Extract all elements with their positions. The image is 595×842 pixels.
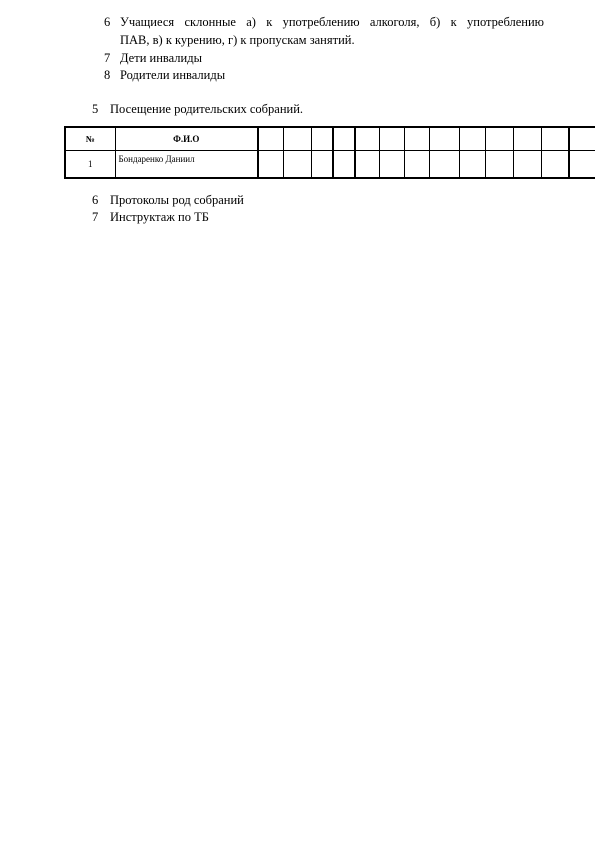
table-cell <box>541 151 569 179</box>
list-item-text-continuation: ПАВ, в) к курению, г) к пропускам занятий. <box>120 33 355 47</box>
table-cell <box>404 127 429 151</box>
row-student-name: Бондаренко Даниил <box>115 151 258 179</box>
table-cell <box>283 127 311 151</box>
column-header-number: № <box>65 127 115 151</box>
list-item-text: Учащиеся склонные а) к употреблению алкоголя, б) к употреблению <box>120 15 544 29</box>
list-item-number: 7 <box>92 210 99 224</box>
list-item-number: 6 <box>92 193 99 207</box>
table-cell <box>429 127 459 151</box>
table-cell <box>283 151 311 179</box>
table-cell <box>404 151 429 179</box>
table-cell <box>459 127 485 151</box>
list-item-text: Инструктаж по ТБ <box>110 210 209 224</box>
table-cell <box>513 127 541 151</box>
table-header-row <box>65 127 595 151</box>
list-item-text: Родители инвалиды <box>120 68 226 82</box>
table-cell <box>311 127 333 151</box>
table-cell <box>333 127 355 151</box>
table-cell <box>355 127 379 151</box>
column-header-fio: Ф.И.О <box>115 127 258 151</box>
section-number: 5 <box>92 102 99 116</box>
table-cell <box>379 151 404 179</box>
table-cell <box>569 127 595 151</box>
table-cell <box>333 151 355 179</box>
table-cell <box>379 127 404 151</box>
table-cell <box>459 151 485 179</box>
table-row <box>65 151 595 179</box>
attendance-table <box>64 126 595 179</box>
table-cell <box>311 151 333 179</box>
table-cell <box>258 151 283 179</box>
table-cell <box>355 151 379 179</box>
table-cell <box>513 151 541 179</box>
row-number: 1 <box>65 151 115 179</box>
list-item-number: 6 <box>104 15 111 29</box>
table-cell <box>569 151 595 179</box>
list-item-number: 7 <box>104 51 111 65</box>
table-cell <box>429 151 459 179</box>
list-item-text: Протоколы род собраний <box>110 193 244 207</box>
section-title: Посещение родительских собраний. <box>110 102 304 116</box>
table-cell <box>258 127 283 151</box>
list-item-number: 8 <box>104 68 111 82</box>
table-cell <box>485 151 513 179</box>
table-cell <box>485 127 513 151</box>
table-cell <box>541 127 569 151</box>
list-item-text: Дети инвалиды <box>120 51 202 65</box>
